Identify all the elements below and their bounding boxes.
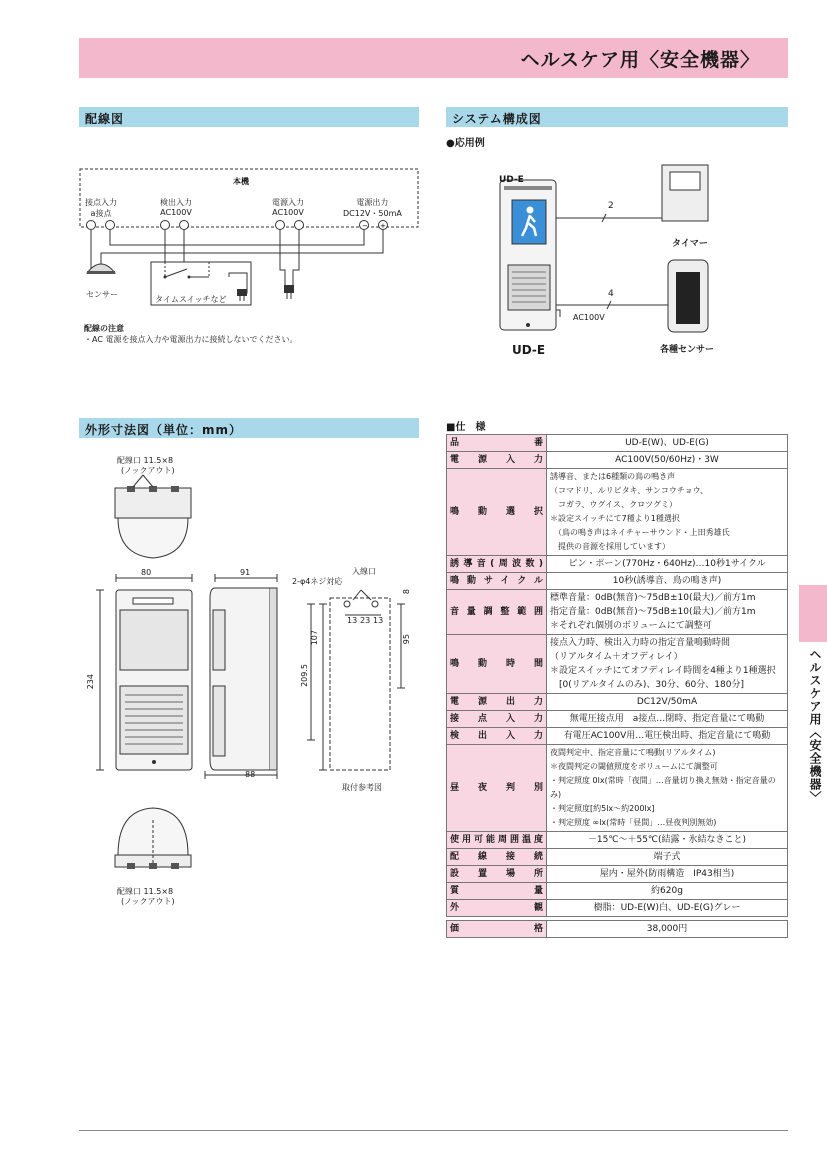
- spec-key: 電源入力: [447, 452, 547, 469]
- spec-value: [547, 435, 788, 452]
- spec-row: [447, 452, 788, 469]
- spec-value: [547, 590, 788, 635]
- page-title: ヘルスケア用〈安全機器〉: [520, 49, 760, 71]
- spec-value-line: ＊それぞれ個別のボリュームにて調整可: [550, 621, 712, 631]
- spec-value-line: DC12V/50mA: [636, 697, 698, 707]
- spec-value: [547, 452, 788, 469]
- spec-value-line: ピン・ポーン(770Hz・640Hz)…10秒1サイクル: [568, 559, 766, 569]
- power-label: AC100V: [573, 313, 605, 322]
- spec-row: [447, 635, 788, 694]
- spec-value-line: 誘導音、または6種類の鳥の鳴き声: [550, 472, 676, 481]
- dim-107: 107: [310, 630, 319, 646]
- spec-row: [447, 745, 788, 832]
- main-unit-label: 本機: [233, 177, 249, 186]
- spec-row: [447, 866, 788, 883]
- spec-key: 鳴動サイクル: [447, 573, 547, 590]
- spec-value-line: 約620g: [651, 886, 683, 896]
- spec-title: ■仕 様: [446, 422, 486, 433]
- input-contact-sub: a接点: [90, 209, 112, 218]
- spec-key: 質量: [447, 883, 547, 900]
- spec-value-line: ＊夜間判定の閾値照度をボリュームにて調整可: [550, 762, 718, 771]
- spec-value: [547, 866, 788, 883]
- spec-value-line: コガラ、ウグイス、クロツグミ）: [550, 500, 678, 509]
- dim-209-5: 209.5: [300, 664, 309, 687]
- spec-price-key: 価格: [447, 921, 547, 938]
- spec-value-line: 夜間判定中、指定音量にて鳴動(リアルタイム): [550, 748, 716, 757]
- spec-key: 設置場所: [447, 866, 547, 883]
- input-power-sub: AC100V: [272, 208, 304, 217]
- spec-value-line: 屋内・屋外(防雨構造 IP43相当): [599, 869, 735, 879]
- spec-value: [547, 900, 788, 917]
- input-contact-name: 接点入力: [85, 198, 117, 207]
- dim-width-side: 91: [240, 568, 251, 577]
- wiring-notes: ・AC 電源を接点入力や電源出力に接続しないでください。: [84, 335, 298, 344]
- spec-row: [447, 694, 788, 711]
- spec-value-line: ＊設定スイッチにて7種より1種選択: [550, 514, 680, 523]
- knockout-top-sub: (ノックアウト): [121, 466, 175, 475]
- wire-count-sensor: 4: [608, 289, 614, 299]
- input-contact: [85, 197, 117, 219]
- dim-13a: 13: [347, 616, 358, 625]
- wire-count-timer: 2: [608, 201, 614, 211]
- spec-value: [547, 832, 788, 849]
- output-power-sub: DC12V・50mA: [343, 209, 402, 218]
- footer-rule: [79, 1130, 788, 1131]
- spec-row: [447, 573, 788, 590]
- spec-value-line: 提供の音源を採用しています）: [550, 542, 670, 551]
- spec-value-line: ・判定照度 0lx(常時「夜間」…音量切り換え無効・指定音量のみ): [550, 776, 776, 799]
- input-detect-sub: AC100V: [160, 208, 192, 217]
- spec-value: [547, 728, 788, 745]
- system-diagram: [490, 160, 730, 350]
- spec-key: 昼夜判別: [447, 745, 547, 832]
- spec-row: [447, 435, 788, 452]
- spec-value-line: 標準音量：0dB(無音)～75dB±10(最大)／前方1m: [550, 593, 756, 603]
- spec-value: [547, 556, 788, 573]
- spec-value-line: ＊設定スイッチにてオフディレイ時間を4種より1種選択: [550, 666, 776, 676]
- wiring-notes-title: 配線の注意: [84, 324, 124, 333]
- spec-price-row: [447, 921, 788, 938]
- spec-value-line: （コマドリ、ルリビタキ、サンコウチョウ、: [550, 486, 708, 495]
- spec-value-line: UD-E(W)、UD-E(G): [625, 438, 709, 448]
- knockout-bottom-sub: (ノックアウト): [121, 897, 175, 906]
- spec-value: [547, 883, 788, 900]
- spec-value: [547, 745, 788, 832]
- output-power-name: 電源出力: [356, 198, 389, 207]
- dim-13b: 13: [373, 616, 384, 625]
- device-label: UD-E: [512, 343, 546, 357]
- spec-value-line: （リアルタイム＋オフディレイ）: [550, 652, 683, 662]
- spec-key: 外観: [447, 900, 547, 917]
- dimension-drawings: [85, 470, 425, 890]
- spec-key: 使用可能周囲温度: [447, 832, 547, 849]
- dim-width-front: 80: [141, 568, 152, 577]
- side-tab-label: ヘルスケア用〈安全機器〉: [808, 648, 822, 804]
- spec-value-line: AC100V(50/60Hz)・3W: [615, 455, 719, 465]
- svg-text:+: +: [380, 222, 386, 230]
- spec-value: [547, 635, 788, 694]
- spec-value: [547, 694, 788, 711]
- mount-label: 取付参考図: [342, 783, 382, 792]
- sensors-label: 各種センサー: [660, 345, 715, 355]
- system-example-title: ●応用例: [446, 138, 485, 149]
- wiring-diagram: [79, 165, 421, 315]
- spec-value-line: ・判定照度 ∞lx(常時「昼間」…昼夜判別無効): [550, 818, 717, 827]
- output-power: [343, 197, 402, 219]
- spec-row: [447, 556, 788, 573]
- dim-height-total: 234: [86, 674, 95, 690]
- svg-text:−: −: [362, 222, 368, 230]
- timer-label: タイマー: [672, 239, 708, 249]
- spec-value: [547, 573, 788, 590]
- spec-row: [447, 728, 788, 745]
- spec-value-line: 接点入力時、検出入力時の指定音量鳴動時間: [550, 638, 731, 648]
- spec-key: 鳴動選択: [447, 469, 547, 556]
- spec-value: [547, 849, 788, 866]
- spec-value-line: ・判定照度[約5lx～約200lx]: [550, 804, 655, 813]
- inlet-label: 入線口: [352, 567, 376, 576]
- spec-value-line: 指定音量：0dB(無音)～75dB±10(最大)／前方1m: [550, 607, 756, 617]
- timeswitch-label: タイムスイッチなど: [155, 295, 227, 304]
- dim-8: 8: [402, 589, 411, 595]
- spec-value: [547, 711, 788, 728]
- spec-value: [547, 469, 788, 556]
- spec-value-line: －15℃～＋55℃(結露・氷結なきこと): [587, 835, 747, 845]
- page-banner: [79, 38, 788, 78]
- wiring-header: 配線図: [79, 107, 419, 127]
- spec-key: 配線接続: [447, 849, 547, 866]
- dimensions-header: 外形寸法図（単位：mm）: [79, 418, 419, 438]
- spec-row: [447, 711, 788, 728]
- spec-key: 電源出力: [447, 694, 547, 711]
- spec-value-line: [0(リアルタイムのみ)、30分、60分、180分]: [550, 680, 744, 690]
- spec-value-line: 無電圧接点用 a接点…閉時、指定音量にて鳴動: [569, 714, 765, 724]
- spec-value-line: 樹脂：UD-E(W)白、UD-E(G)グレー: [593, 903, 741, 913]
- spec-key: 検出入力: [447, 728, 547, 745]
- spec-table: [446, 434, 788, 938]
- spec-value-line: 10秒(誘導音、鳥の鳴き声): [612, 576, 722, 586]
- spec-key: 品番: [447, 435, 547, 452]
- spec-key: 音量調整範囲: [447, 590, 547, 635]
- input-power-name: 電源入力: [272, 198, 304, 207]
- side-tab: [799, 585, 827, 642]
- spec-row: [447, 900, 788, 917]
- input-detect: [160, 197, 192, 217]
- spec-row: [447, 883, 788, 900]
- dim-95: 95: [402, 634, 411, 645]
- dim-23: 23: [360, 616, 371, 625]
- spec-key: 接点入力: [447, 711, 547, 728]
- screw-label: 2-φ4ネジ対応: [292, 577, 343, 586]
- spec-key: 鳴動時間: [447, 635, 547, 694]
- spec-value-line: 有電圧AC100V用…電圧検出時、指定音量にて鳴動: [563, 731, 771, 741]
- input-power: [272, 197, 304, 217]
- spec-value-line: 端子式: [653, 852, 681, 862]
- knockout-bottom-label: 配線口 11.5×8: [117, 887, 174, 896]
- system-header: システム構成図: [446, 107, 788, 127]
- dim-depth-bottom: 88: [245, 770, 256, 779]
- spec-row: [447, 469, 788, 556]
- spec-price-value: 38,000円: [547, 921, 788, 938]
- device-top-label: UD-E: [499, 175, 524, 185]
- input-detect-name: 検出入力: [160, 198, 192, 207]
- spec-value-line: （鳥の鳴き声はネイチャーサウンド・上田秀雄氏: [550, 528, 730, 537]
- spec-row: [447, 590, 788, 635]
- knockout-top-label: 配線口 11.5×8: [117, 456, 174, 465]
- sensor-label: センサー: [86, 290, 118, 299]
- spec-key: 誘導音(周波数): [447, 556, 547, 573]
- spec-row: [447, 832, 788, 849]
- spec-row: [447, 849, 788, 866]
